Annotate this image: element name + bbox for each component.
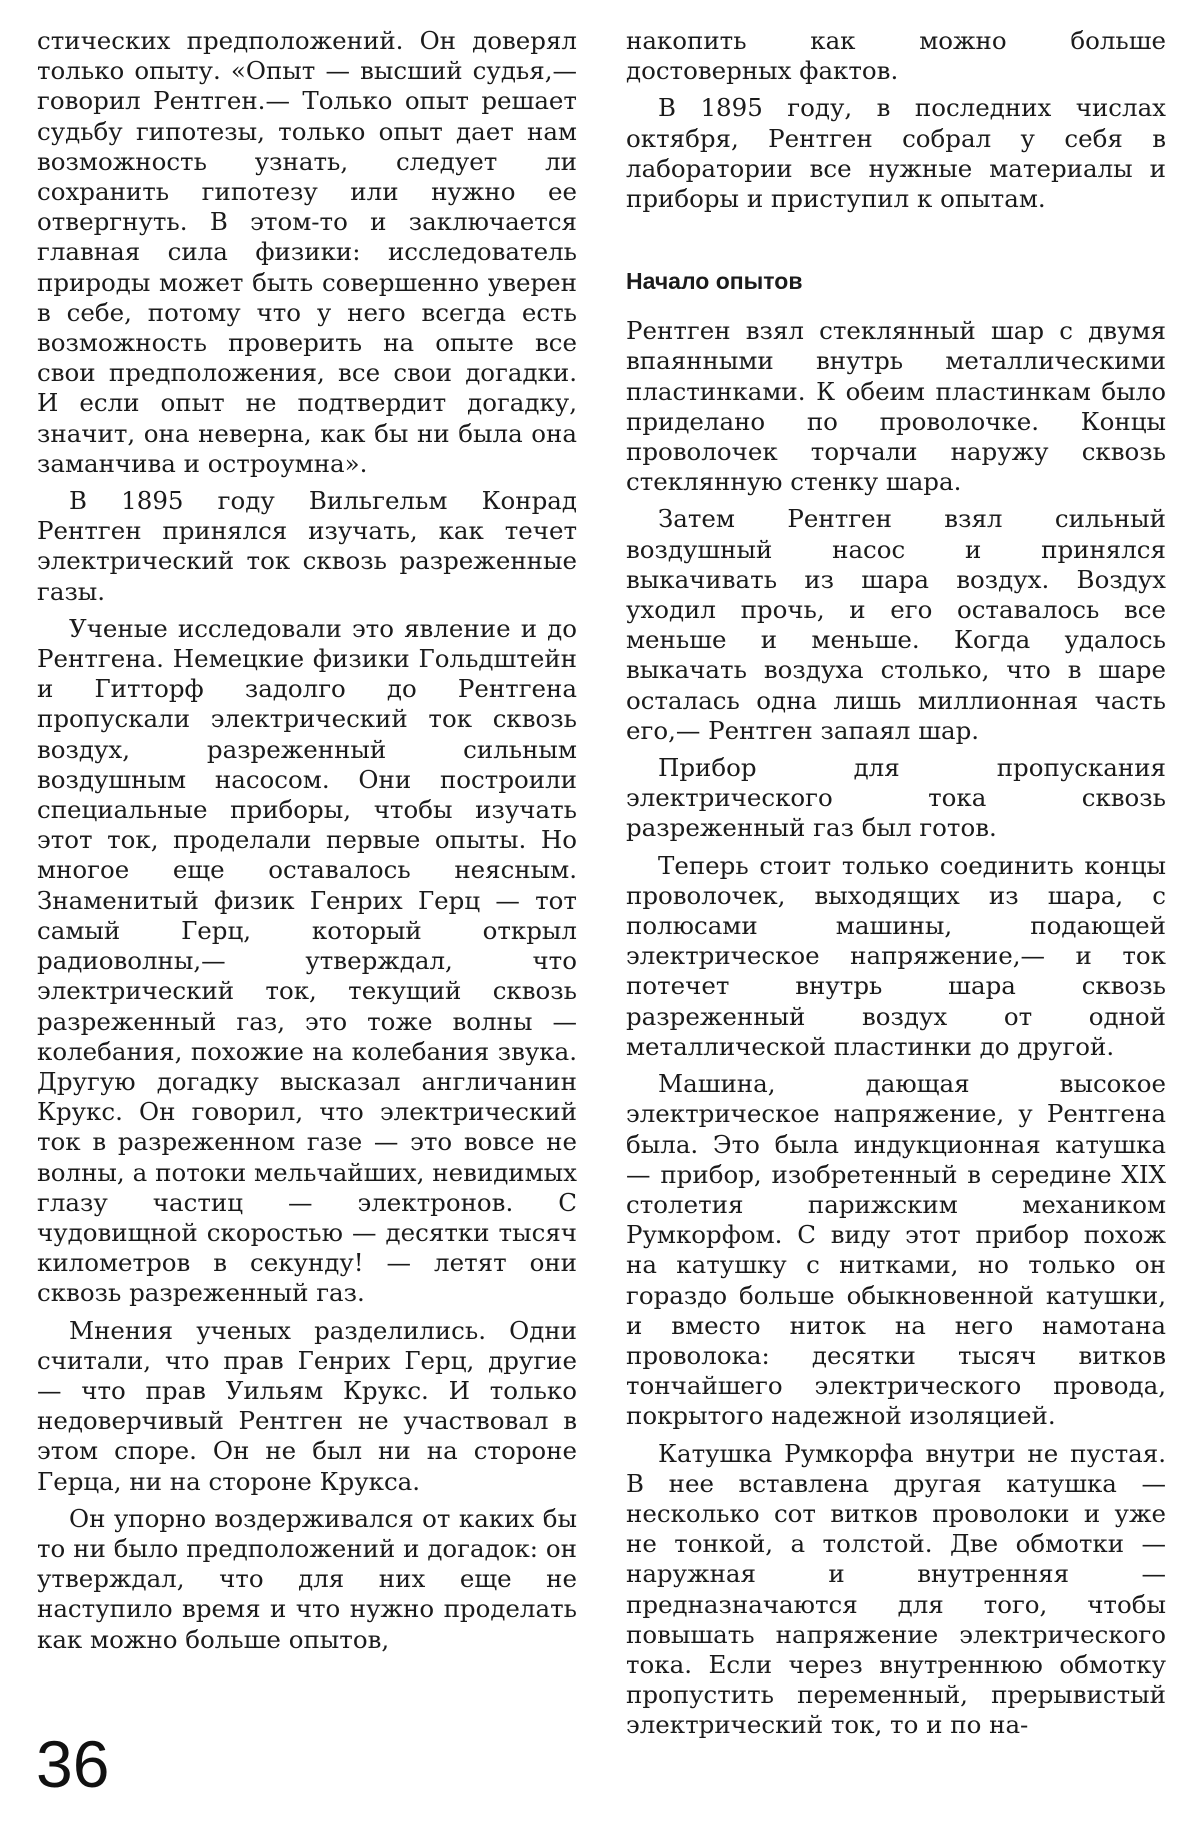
paragraph: Прибор для пропускания электрического тока сквозь разреженный газ был готов. (626, 753, 1166, 843)
paragraph: Катушка Румкорфа внутри не пустая. В нее вставлена другая катушка — несколько сот витков проволоки и уже не тонкой, а толстой. Две обмотки — наружная и внутренняя — предназначаются для того, чтобы повышать напряжение электрического тока. Если через внутреннюю обмотку пропустить переменный, прерывистый электрический ток, то и по на- (626, 1438, 1166, 1740)
paragraph: Затем Рентген взял сильный воздушный насос и принялся выкачивать из шара воздух. Воздух уходил прочь, и его оставалось все меньше и меньше. Когда удалось выкачать воздуха столько, что в шаре осталась одна лишь миллионная часть его,— Рентген запаял шар. (626, 504, 1166, 745)
paragraph: Ученые исследовали это явление и до Рентгена. Немецкие физики Гольдштейн и Гитторф задолго до Рентгена пропускали электрический ток сквозь воздух, разреженный сильным воздушным насосом. Они построили специальные приборы, чтобы изучать этот ток, проделали первые опыты. Но многое еще оставалось неясным. Знаменитый физик Генрих Герц — тот самый Герц, который открыл радиоволны,— утверждал, что электрический ток, текущий сквозь разреженный газ, это тоже волны — колебания, похожие на колебания звука. Другую догадку высказал англичанин Крукс. Он говорил, что электрический ток в разреженном газе — это вовсе не волны, а потоки мельчайших, невидимых глазу частиц — электронов. С чудовищной скоростью — десятки тысяч километров в секунду! — летят они сквозь разреженный газ. (37, 613, 577, 1308)
left-column (37, 26, 577, 1662)
section-heading: Начало опытов (626, 268, 803, 295)
page-number: 36 (36, 1727, 110, 1801)
paragraph: стических предположений. Он доверял только опыту. «Опыт — высший судья,— говорил Рентген.— Только опыт решает судьбу гипотезы, только опыт дает нам возможность узнать, следует ли сохранить гипотезу или нужно ее отвергнуть. В этом-то и заключается главная сила физики: исследователь природы может быть совершенно уверен в себе, потому что у него всегда есть возможность проверить на опыте все свои предположения, все свои догадки. И если опыт не подтвердит догадку, значит, она неверна, как бы ни была она заманчива и остроумна». (37, 26, 577, 478)
paragraph: накопить как можно больше достоверных фактов. (626, 26, 1166, 86)
paragraph: Машина, дающая высокое электрическое напряжение, у Рентгена была. Это была индукционная катушка — прибор, изобретенный в середине XIX столетия парижским механиком Румкорфом. С виду этот прибор похож на катушку с нитками, но только он гораздо больше обыкновенной катушки, и вместо ниток на него намотана проволока: десятки тысяч витков тончайшего электрического провода, покрытого надежной изоляцией. (626, 1069, 1166, 1431)
paragraph: Рентген взял стеклянный шар с двумя впаянными внутрь металлическими пластинками. К обеим пластинкам было приделано по проволочке. Концы проволочек торчали наружу сквозь стеклянную стенку шара. (626, 316, 1166, 497)
paragraph: В 1895 году Вильгельм Конрад Рентген принялся изучать, как течет электрический ток сквозь разреженные газы. (37, 486, 577, 606)
paragraph: Он упорно воздерживался от каких бы то ни было предположений и догадок: он утверждал, что для них еще не наступило время и что нужно проделать как можно больше опытов, (37, 1503, 577, 1654)
paragraph: В 1895 году, в последних числах октября, Рентген собрал у себя в лаборатории все нужные материалы и приборы и приступил к опытам. (626, 93, 1166, 214)
paragraph: Теперь стоит только соединить концы проволочек, выходящих из шара, с полюсами машины, подающей электрическое напряжение,— и ток потечет внутрь шара сквозь разреженный воздух от одной металлической пластинки до другой. (626, 850, 1166, 1061)
right-column (626, 26, 1166, 1748)
paragraph: Мнения ученых разделились. Одни считали, что прав Генрих Герц, другие — что прав Уильям Крукс. И только недоверчивый Рентген не участвовал в этом споре. Он не был ни на стороне Герца, ни на стороне Крукса. (37, 1315, 577, 1496)
